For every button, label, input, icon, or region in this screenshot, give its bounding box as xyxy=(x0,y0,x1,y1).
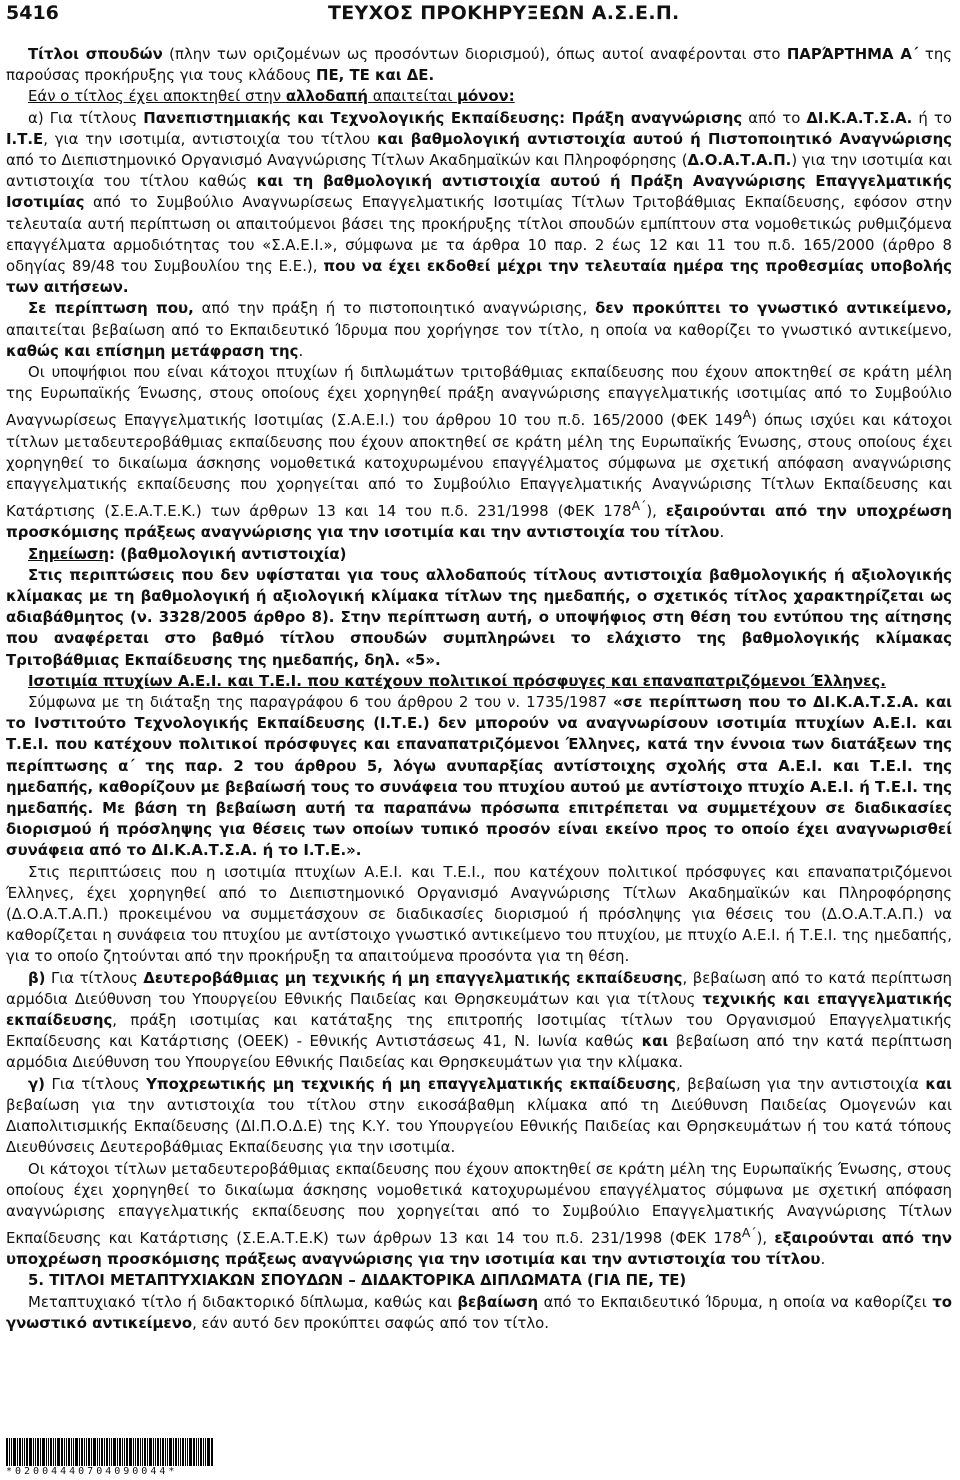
barcode-bar xyxy=(93,1438,96,1466)
paragraph-postsecondary xyxy=(6,1159,952,1271)
barcode-bar xyxy=(117,1438,118,1466)
barcode-bar xyxy=(205,1438,206,1466)
page-number: 5416 xyxy=(6,2,59,24)
text-span: . xyxy=(719,523,725,542)
page-header xyxy=(6,2,946,32)
text-span: ή το xyxy=(912,108,952,127)
barcode-bar xyxy=(106,1438,108,1466)
text-span: από το Διεπιστημονικό Οργανισμό Αναγνώρισης Τίτλων Ακαδημαϊκών και Πληροφόρησης ( xyxy=(6,151,688,170)
text-span: βεβαίωση xyxy=(457,1292,539,1311)
barcode-bar xyxy=(99,1438,100,1466)
paragraph-c-compulsory xyxy=(6,1074,952,1159)
barcode-bar xyxy=(167,1438,168,1466)
barcode-bar xyxy=(160,1438,161,1466)
text-span: Σύμφωνα με τη διάταξη της παραγράφου 6 του άρθρου 2 του ν. 1735/1987 xyxy=(28,693,613,712)
text-span: Α΄ xyxy=(631,498,647,514)
text-span: ΔΙ.Κ.Α.Τ.Σ.Α. xyxy=(806,108,913,127)
text-span: Δευτεροβάθμιας μη τεχνικής ή μη επαγγελματικής εκπαίδευσης xyxy=(143,968,683,987)
barcode-bar xyxy=(37,1438,39,1466)
barcode-bar xyxy=(101,1438,103,1466)
barcode-bar xyxy=(122,1438,123,1466)
barcode-bar xyxy=(169,1438,172,1466)
text-span: δεν προκύπτει το γνωστικό αντικείμενο, xyxy=(595,299,953,318)
barcode-bar xyxy=(97,1438,98,1466)
barcode-bar xyxy=(46,1438,47,1466)
barcode-bar xyxy=(193,1438,195,1466)
barcode-bar xyxy=(113,1438,116,1466)
barcode-bar xyxy=(180,1438,181,1466)
text-span: (πλην των οριζομένων ως προσόντων διορισμού), όπως αυτοί αναφέρονται στο xyxy=(162,45,787,63)
barcode-bar xyxy=(119,1438,121,1466)
paragraph-titles xyxy=(6,44,952,86)
text-span: Μεταπτυχιακό τίτλο ή διδακτορικό δίπλωμα, καθώς και xyxy=(28,1292,458,1311)
paragraph-knowledge-object xyxy=(6,298,952,362)
text-span: βεβαίωση από την κατά περίπτωση αρμόδια Διεύθυνση του Υπουργείου Εθνικής Παιδείας και Θρησκευμάτων για την κλίμακα. xyxy=(6,1032,953,1072)
paragraph-law-1735 xyxy=(6,692,952,862)
barcode-bar xyxy=(40,1438,41,1466)
barcode-bar xyxy=(187,1438,188,1466)
paragraph-b-secondary xyxy=(6,968,952,1074)
barcode-bar xyxy=(153,1438,154,1466)
text-span: και xyxy=(925,1074,952,1093)
barcode-bar xyxy=(165,1438,166,1466)
barcode-bar xyxy=(50,1438,52,1466)
text-span: Σε περίπτωση που, xyxy=(28,299,194,318)
text-span: αλλοδαπή xyxy=(285,87,369,106)
barcode-bar xyxy=(162,1438,164,1466)
text-span: γ) xyxy=(28,1074,45,1093)
paragraph-eu-holders xyxy=(6,362,952,544)
text-span: τεχνικής και επαγγελματικής εκπαίδευσης xyxy=(6,989,953,1030)
barcode-bar xyxy=(13,1438,16,1466)
text-span: απαιτείται βεβαίωση από το Εκπαιδευτικό Ίδρυμα που χορήγησε τον τίτλο, η οποία να καθορίζει το γνωστικό αντικείμενο, xyxy=(6,320,952,339)
barcode-bar xyxy=(173,1438,174,1466)
barcode-bar xyxy=(61,1438,63,1466)
text-span: μόνον: xyxy=(457,87,515,106)
issue-title: ΤΕΥΧΟΣ ΠΡΟΚΗΡΥΞΕΩΝ Α.Σ.Ε.Π. xyxy=(328,2,680,24)
barcode-bar xyxy=(133,1438,134,1466)
text-span: Οι κάτοχοι τίτλων μεταδευτεροβάθμιας εκπαίδευσης που έχουν αποκτηθεί σε κράτη μέλη της Ευρωπαϊκής Ένωσης, στους οποίους έχει χορηγηθεί το δικαίωμα άσκησης νομοθετικά κατοχυρωμένου επαγγέλματος σύμφωνα με σχετική απόφαση αναγνώρισης επαγγελματικής εκπαίδευσης που χορηγείται από το Συμβούλιο Επαγγελματικής Αναγνώρισης Τίτλων Εκπαίδευσης και Κατάρτισης (Σ.Ε.Α.Τ.Ε.Κ) των άρθρων 13 και 14 του π.δ. 231/1998 (ΦΕΚ 178 xyxy=(6,1159,952,1248)
text-span: Α xyxy=(742,407,752,423)
text-span: , για την ισοτιμία, αντιστοιχία του τίτλου xyxy=(43,129,377,148)
barcode-bar xyxy=(53,1438,54,1466)
barcode-bar xyxy=(157,1438,159,1466)
barcode-bar xyxy=(111,1438,112,1466)
document-body xyxy=(6,44,952,1334)
barcode-bar xyxy=(129,1438,132,1466)
text-span: α) Για τίτλους xyxy=(28,108,144,127)
barcode-bars xyxy=(6,1438,296,1466)
barcode-bar xyxy=(71,1438,72,1466)
barcode xyxy=(6,1438,296,1478)
text-span: Ι.Τ.Ε xyxy=(6,129,44,148)
text-span: που να έχει εκδοθεί μέχρι την τελευταία ημέρα της προθεσμίας υποβολής των αιτήσεων. xyxy=(6,257,952,297)
text-span: βεβαίωση για την αντιστοιχία του τίτλου στην εικοσάβαθμη κλίμακα από τη Διεύθυνση Παιδείας Ομογενών και Διαπολιτισμικής Εκπαίδευσης (ΔΙ.Π.Ο.Δ.Ε) της Κ.Υ. του Υπουργείου Εθνικής Παιδείας και Θρησκευμάτων ή του κατά τόπους Διευθύνσεις Δευτεροβάθμιας Εκπαίδευσης για την ισοτιμία. xyxy=(6,1095,952,1157)
text-span: ΠΑΡΆΡΤΗΜΑ Α΄ xyxy=(786,45,919,63)
text-span: Υποχρεωτικής μη τεχνικής ή μη επαγγελματικής εκπαίδευσης xyxy=(146,1074,676,1093)
text-span: ), xyxy=(646,502,666,521)
barcode-bar xyxy=(175,1438,177,1466)
text-span: Στις περιπτώσεις που δεν υφίσταται για τους αλλοδαπούς τίτλους αντιστοιχία βαθμολογικής ή αξιολογικής κλίμακας με τη βαθμολογική ή αξιολογική κλίμακα τίτλων της ημεδαπής, ο σχετικός τίτλος χαρακτηρίζεται ως αδιαβάθμητος (ν. 3328/2005 άρθρο 8). Στην περίπτωση αυτή, ο υποψήφιος στη θέση του εντύπου της αίτησης που αναφέρεται στο βαθμό τίτλου σπουδών συμπληρώνει το ελάχιστο της βαθμολογικής κλίμακας Τριτοβάθμιας Εκπαίδευσης της ημεδαπής, δηλ. «5». xyxy=(6,565,952,669)
barcode-bar xyxy=(207,1438,210,1466)
text-span: , πράξη ισοτιμίας και κατάταξης της επιτροπής Ισοτιμίας τίτλων του Οργανισμού Επαγγελματικής Εκπαίδευσης και Κατάρτισης (ΟΕΕΚ) - Εθνικής Αντιστάσεως 41, Ν. Ιωνία καθώς xyxy=(6,1011,952,1051)
barcode-bar xyxy=(104,1438,105,1466)
paragraph-ungraded xyxy=(6,565,952,671)
text-span: . xyxy=(298,341,304,360)
barcode-bar xyxy=(196,1438,197,1466)
text-span: της παρούσας προκήρυξης για τους κλάδους xyxy=(6,45,952,85)
barcode-bar xyxy=(55,1438,56,1466)
barcode-bar xyxy=(81,1438,83,1466)
barcode-bar xyxy=(182,1438,184,1466)
barcode-bar xyxy=(178,1438,179,1466)
barcode-bar xyxy=(29,1438,32,1466)
barcode-bar xyxy=(135,1438,136,1466)
paragraph-refugees-heading xyxy=(6,671,952,692)
barcode-bar xyxy=(6,1438,8,1466)
barcode-bar xyxy=(185,1438,186,1466)
text-span: β) xyxy=(28,968,46,987)
text-span: Οι υποψήφιοι που είναι κάτοχοι πτυχίων ή διπλωμάτων τριτοβάθμιας εκπαίδευσης που έχουν αποκτηθεί σε κράτη μέλη της Ευρωπαϊκής Ένωσης, στους οποίους έχει χορηγηθεί πράξη αναγνώρισης επαγγελματικής ισοτιμίας από το Συμβούλιο Αναγνωρίσεως Επαγγελματικής Ισοτιμίας (Σ.Α.Ε.Ι.) του άρθρου 10 του π.δ. 165/2000 (ΦΕΚ 149 xyxy=(6,363,952,430)
barcode-bar xyxy=(17,1438,18,1466)
text-span: ΠΕ, ΤΕ και ΔΕ. xyxy=(315,66,435,85)
barcode-bar xyxy=(211,1438,213,1466)
barcode-bar xyxy=(42,1438,45,1466)
barcode-bar xyxy=(75,1438,78,1466)
barcode-bar xyxy=(24,1438,25,1466)
barcode-bar xyxy=(124,1438,125,1466)
text-span: , εάν αυτό δεν προκύπτει σαφώς από τον τίτλο. xyxy=(192,1313,549,1332)
text-span: Σημείωση xyxy=(28,544,109,563)
barcode-bar xyxy=(147,1438,148,1466)
barcode-bar xyxy=(126,1438,128,1466)
barcode-bar xyxy=(200,1438,202,1466)
barcode-bar xyxy=(189,1438,192,1466)
paragraph-doatap-refugees xyxy=(6,862,952,968)
barcode-bar xyxy=(84,1438,85,1466)
barcode-bar xyxy=(57,1438,60,1466)
text-span: Τίτλοι σπουδών xyxy=(28,45,163,63)
barcode-bar xyxy=(140,1438,141,1466)
text-span: και xyxy=(641,1032,669,1051)
barcode-bar xyxy=(79,1438,80,1466)
barcode-bar xyxy=(66,1438,67,1466)
text-span: Για τίτλους xyxy=(45,968,144,987)
text-span: Εάν ο τίτλος έχει αποκτηθεί στην xyxy=(28,87,286,106)
text-span: 5. ΤΙΤΛΟΙ ΜΕΤΑΠΤΥΧΙΑΚΩΝ ΣΠΟΥΔΩΝ – ΔΙΔΑΚΤΟΡΙΚΑ ΔΙΠΛΩΜΑΤΑ (ΓΙΑ ΠΕ, ΤΕ) xyxy=(28,1271,687,1290)
text-span: από το xyxy=(742,108,807,127)
text-span: και βαθμολογική αντιστοιχία αυτού ή Πιστοποιητικό Αναγνώρισης xyxy=(376,129,953,148)
text-span: και τη βαθμολογική αντιστοιχία αυτού ή Πράξη Αναγνώρισης Επαγγελματικής Ισοτιμίας xyxy=(6,172,953,212)
barcode-bar xyxy=(19,1438,21,1466)
text-span: ) για την ισοτιμία και αντιστοιχία του τίτλου καθώς xyxy=(6,151,952,191)
barcode-bar xyxy=(144,1438,146,1466)
barcode-bar xyxy=(9,1438,10,1466)
text-span: , βεβαίωση από το κατά περίπτωση αρμόδια Διεύθυνση του Υπουργείου Εθνικής Παιδείας και Θρησκευμάτων και για τίτλους xyxy=(6,968,952,1008)
barcode-bar xyxy=(33,1438,34,1466)
text-span: , βεβαίωση για την αντιστοιχία xyxy=(675,1074,926,1093)
text-span: Α΄ xyxy=(741,1225,757,1241)
paragraph-abroad xyxy=(6,86,952,107)
text-span: καθώς και επίσημη μετάφραση της xyxy=(6,341,299,360)
text-span: : (βαθμολογική αντιστοιχία) xyxy=(108,544,347,563)
text-span: . xyxy=(820,1250,826,1269)
barcode-bar xyxy=(198,1438,199,1466)
barcode-bar xyxy=(91,1438,92,1466)
text-span: ) όπως ισχύει και κάτοχοι τίτλων μεταδευτεροβάθμιας εκπαίδευσης που έχουν αποκτηθεί σε κράτη μέλη της Ευρωπαϊκής Ένωσης, στους οποίους έχει χορηγηθεί το δικαίωμα άσκησης νομοθετικά κατοχυρωμένου επαγγέλματος σύμφωνα με σχετική απόφαση αναγνώρισης επαγγελματικής εκπαίδευσης που χορηγείται από το Συμβούλιο Επαγγελματικής Αναγνώρισης Τίτλων Εκπαίδευσης και Κατάρτισης (Σ.Ε.Α.Τ.Ε.Κ.) των άρθρων 13 και 14 του π.δ. 231/1998 (ΦΕΚ 178 xyxy=(6,411,952,521)
text-span: εξαιρούνται από την υποχρέωση προσκόμισης πράξεως αναγνώρισης για την ισοτιμία και την αντιστοιχία του τίτλου xyxy=(6,502,952,542)
text-span: ), xyxy=(756,1229,775,1248)
barcode-bar xyxy=(22,1438,23,1466)
barcode-bar xyxy=(149,1438,152,1466)
barcode-bar xyxy=(155,1438,156,1466)
section-heading-postgraduate xyxy=(6,1270,952,1291)
text-span: Ισοτιμία πτυχίων Α.Ε.Ι. και Τ.Ε.Ι. που κατέχουν πολιτικοί πρόσφυγες και επαναπατριζόμενοι Έλληνες. xyxy=(28,671,886,690)
paragraph-note-heading xyxy=(6,544,952,565)
barcode-bar xyxy=(48,1438,49,1466)
barcode-bar xyxy=(73,1438,74,1466)
text-span: Στις περιπτώσεις που η ισοτιμία πτυχίων Α.Ε.Ι. και Τ.Ε.Ι., που κατέχουν πολιτικοί πρόσφυγες και επαναπατριζόμενοι Έλληνες, έχει χορηγηθεί από το Διεπιστημονικό Οργανισμό Αναγνώρισης Τίτλων Ακαδημαϊκών και Πληροφόρησης (Δ.Ο.Α.Τ.Α.Π.) προκειμένου να συμμετάσχουν σε διαδικασίες διορισμού ή πρόσληψης για θέσεις του (Δ.Ο.Α.Τ.Α.Π.) να καθορίζεται η συνάφεια του πτυχίου με αντίστοιχο γνωστικό αντικείμενο του πτυχίου, με πτυχίο Α.Ε.Ι. ή Τ.Ε.Ι. της ημεδαπής, για το οποίο ζητούνται από την προκήρυξη τα απαιτούμενα προσόντα για τη θέση. xyxy=(6,862,952,966)
paragraph-postgraduate xyxy=(6,1292,952,1334)
barcode-bar xyxy=(137,1438,139,1466)
barcode-bar xyxy=(26,1438,28,1466)
text-span: εξαιρούνται από την υποχρέωση προσκόμισης πράξεως αναγνώρισης για την ισοτιμία και την αντιστοιχία του τίτλου xyxy=(6,1229,952,1269)
barcode-bar xyxy=(109,1438,110,1466)
barcode-bar xyxy=(35,1438,36,1466)
text-span: από το Εκπαιδευτικό Ίδρυμα, η οποία να καθορίζει xyxy=(538,1292,933,1311)
barcode-bar xyxy=(142,1438,143,1466)
barcode-number: *02004440704090044* xyxy=(6,1466,178,1477)
text-span: το γνωστικό αντικείμενο xyxy=(6,1292,952,1332)
barcode-bar xyxy=(11,1438,12,1466)
barcode-bar xyxy=(68,1438,70,1466)
text-span: από την πράξη ή το πιστοποιητικό αναγνώρισης, xyxy=(193,299,596,318)
barcode-bar xyxy=(86,1438,87,1466)
barcode-bar xyxy=(203,1438,204,1466)
barcode-bar xyxy=(64,1438,65,1466)
text-span: Για τίτλους xyxy=(44,1074,147,1093)
paragraph-a-university xyxy=(6,108,952,299)
barcode-bar xyxy=(88,1438,90,1466)
text-span: απαιτείται xyxy=(368,87,457,106)
text-span: Πανεπιστημιακής και Τεχνολογικής Εκπαίδευσης: Πράξη αναγνώρισης xyxy=(143,108,743,127)
text-span: από το Συμβούλιο Αναγνωρίσεως Επαγγελματικής Ισοτιμίας Τίτλων Τριτοβάθμιας Εκπαίδευσης, εφόσον στην τελευταία αυτή περίπτωση οι απαιτούμενοι βάσει της προκήρυξης τίτλοι σπουδών εμπίπτουν στα νομοθετικώς ρυθμιζόμενα επαγγέλματα αρμοδιότητας του «Σ.Α.Ε.Ι.», σύμφωνα με τα άρθρα 10 παρ. 2 έως 12 και 11 του π.δ. 165/2000 (άρθρο 8 οδηγίας 89/48 του Συμβουλίου της Ε.Ε.), xyxy=(6,193,952,276)
text-span: Δ.Ο.Α.Τ.Α.Π. xyxy=(687,151,792,170)
text-span: «σε περίπτωση που το ΔΙ.Κ.Α.Τ.Σ.Α. και το Ινστιτούτο Τεχνολογικής Εκπαίδευσης (Ι.Τ.Ε.) δεν μπορούν να αναγνωρίσουν ισοτιμία πτυχίων Α.Ε.Ι. και Τ.Ε.Ι. που κατέχουν πολιτικοί πρόσφυγες και επαναπατριζόμενοι Έλληνες, κατά την έννοια των διατάξεων της περίπτωσης α΄ της παρ. 2 του άρθρου 5, λόγω ανυπαρξίας αντίστοιχης σχολής στα Α.Ε.Ι. και Τ.Ε.Ι. της ημεδαπής, καθορίζουν με βεβαίωσή τους το συνάφεια του πτυχίου αυτού με αντίστοιχο πτυχίο Α.Ε.Ι. ή Τ.Ε.Ι. της ημεδαπής. Με βάση τη βεβαίωση αυτή τα παραπάνω πρόσωπα επιτρέπεται να συμμετέχουν σε διαδικασίες διορισμού ή πρόσληψης για θέσεις των οποίων τυπικό προσόν είναι εκείνο προς το οποίο έχει αναγνωρισθεί συνάφεια από το ΔΙ.Κ.Α.Τ.Σ.Α. ή το Ι.Τ.Ε.». xyxy=(6,693,952,860)
